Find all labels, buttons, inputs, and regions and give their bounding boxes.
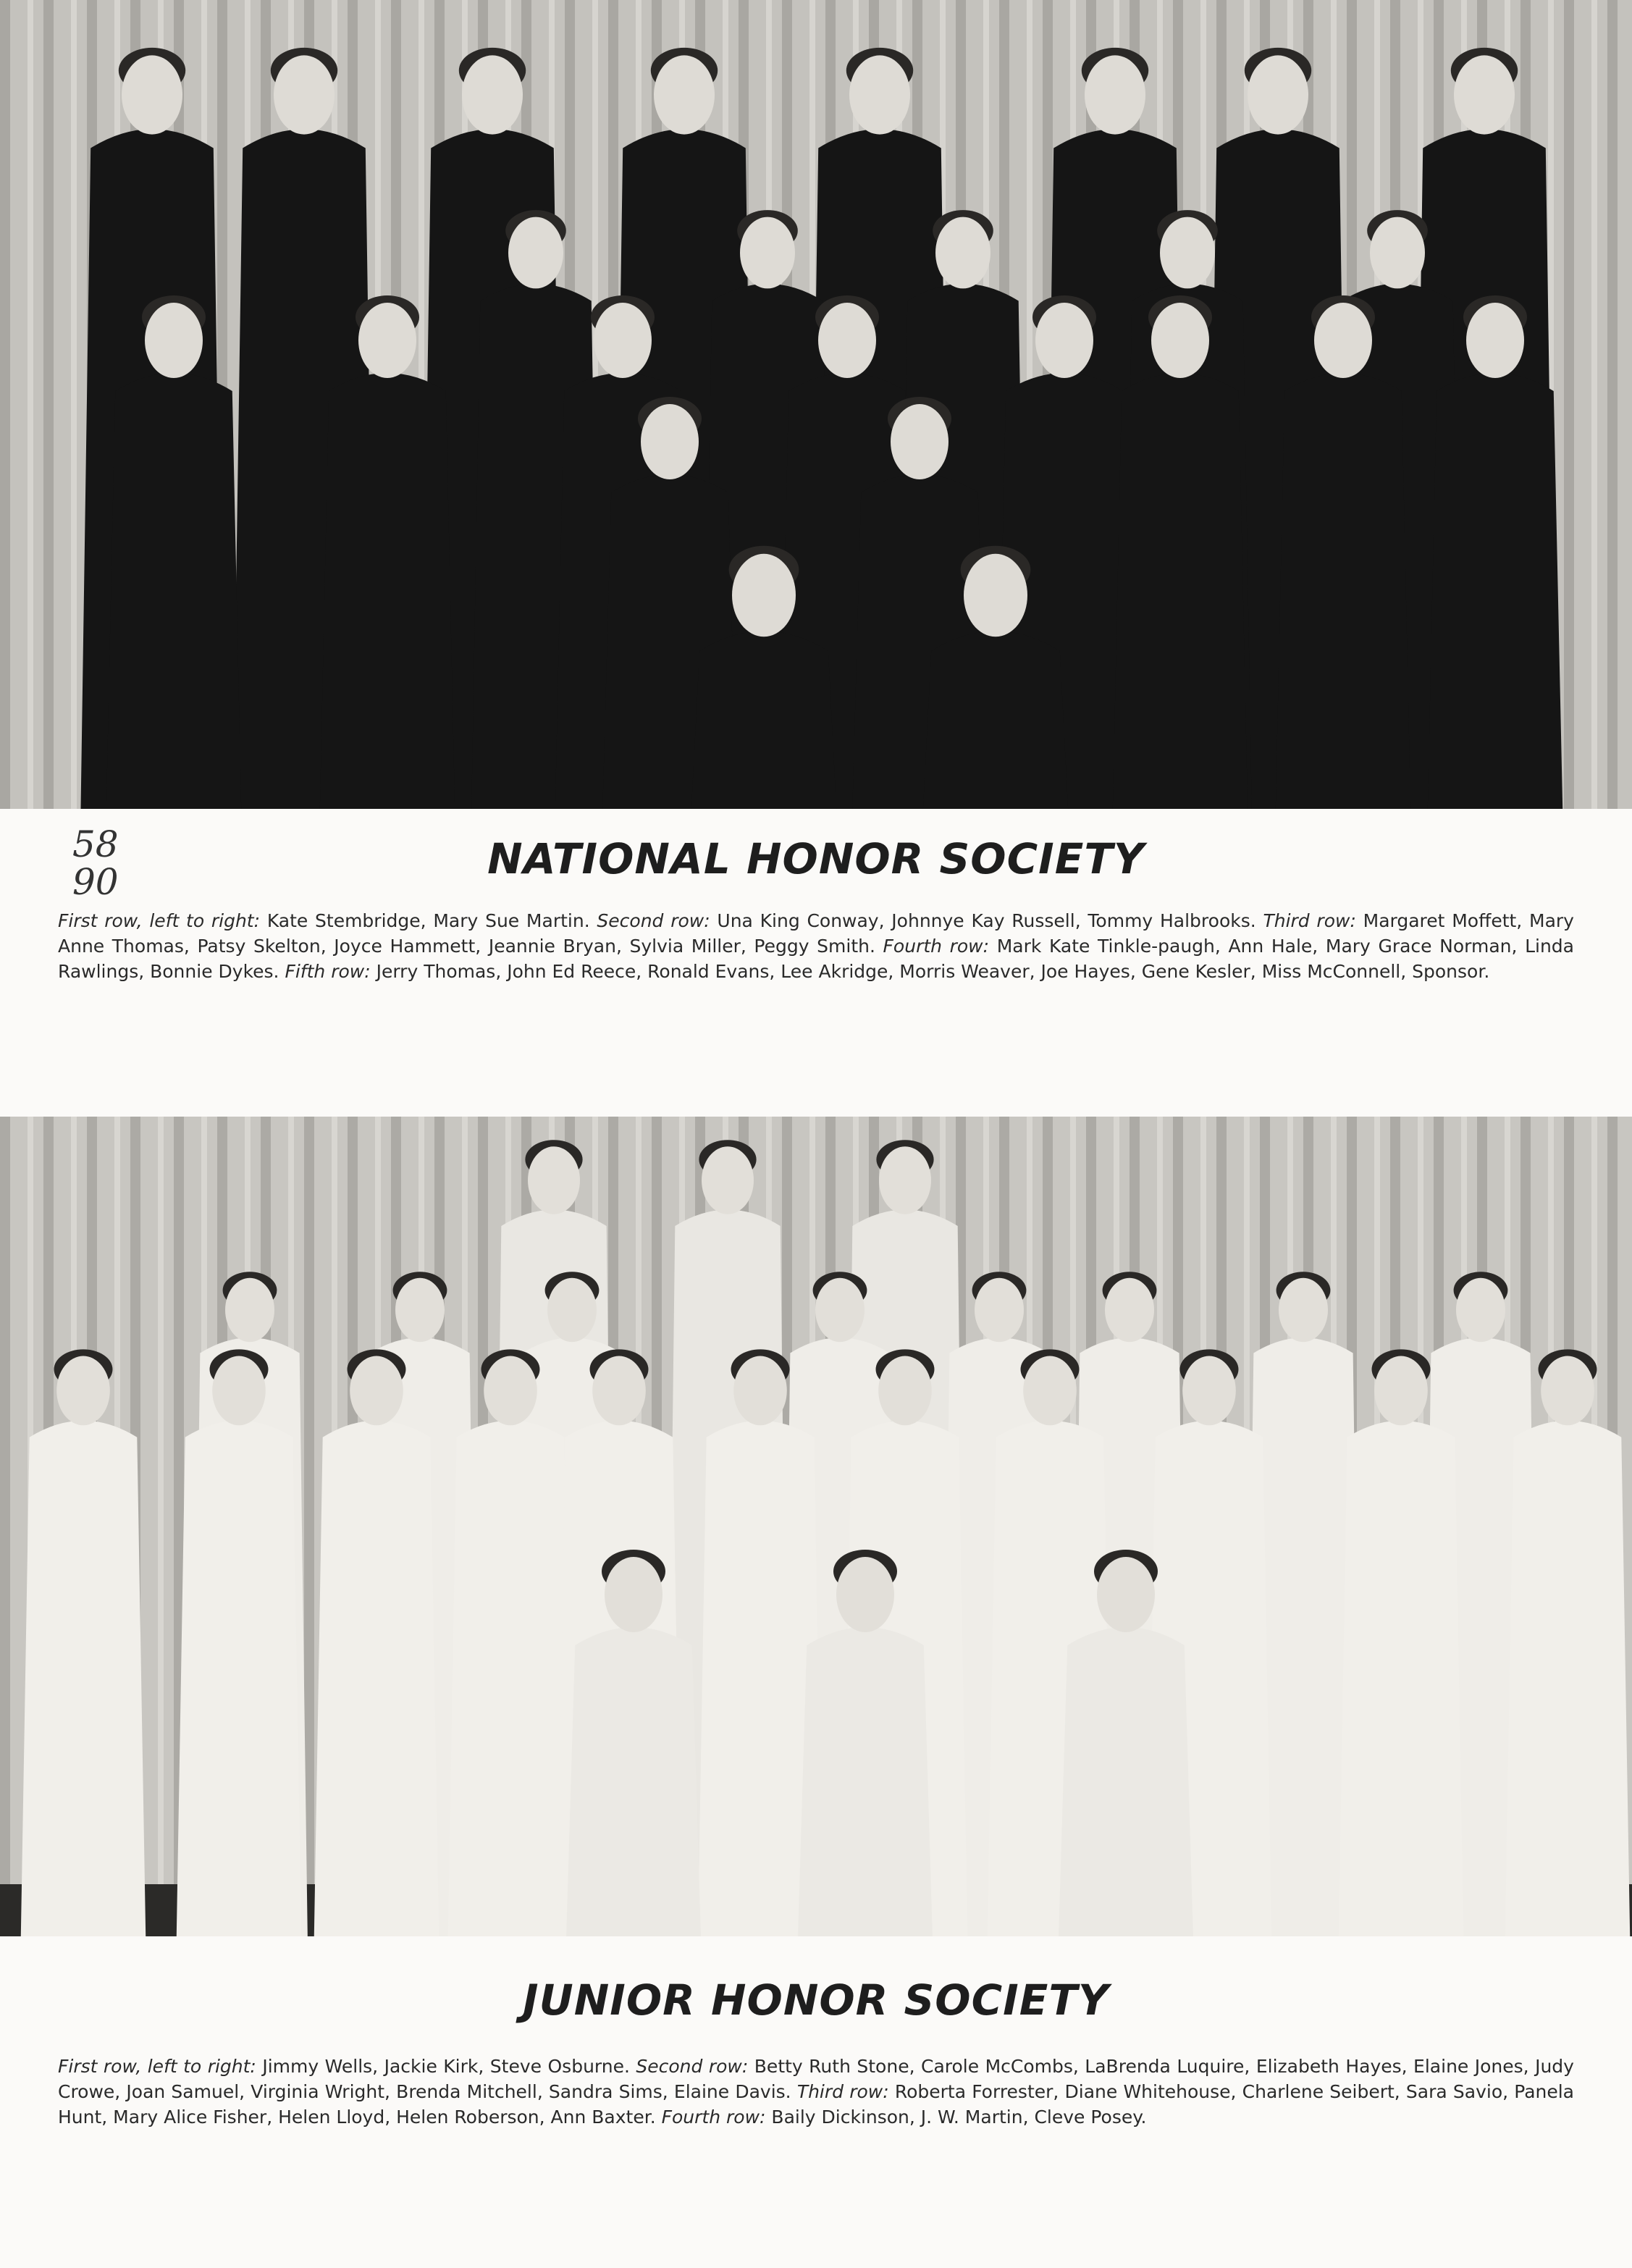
nhs-title: NATIONAL HONOR SOCIETY [487, 834, 1145, 883]
nhs-row-3-label: Third row: [1263, 910, 1356, 931]
jhs-member-figure-22 [1505, 1349, 1631, 1936]
nhs-row-2-names: Una King Conway, Johnnye Kay Russell, Tommy Halbrooks. [717, 910, 1256, 931]
nhs-row-3-names: Margaret Moffett, Mary Anne Thomas, Patsy Skelton, Joyce Hammett, Jeannie Bryan, Sylvia Miller, Peggy Smith. [58, 910, 1574, 957]
jhs-photo-figures [0, 1117, 1632, 1936]
jhs-title: JUNIOR HONOR SOCIETY [523, 1975, 1109, 2025]
nhs-row-2-label: Second row: [597, 910, 710, 931]
nhs-row-5-label: Fifth row: [285, 961, 371, 982]
jhs-caption [58, 2054, 1574, 2130]
nhs-row-5-names: Jerry Thomas, John Ed Reece, Ronald Evans, Lee Akridge, Morris Weaver, Joe Hayes, Gene Kesler, Miss McConnell, Sponsor. [376, 961, 1490, 982]
jhs-row-4-names: Baily Dickinson, J. W. Martin, Cleve Posey. [771, 2107, 1147, 2128]
nhs-row-4-names: Mark Kate Tinkle-paugh, Ann Hale, Mary Grace Norman, Linda Rawlings, Bonnie Dykes. [58, 936, 1574, 982]
nhs-group-photo [0, 0, 1632, 809]
jhs-row-1-names: Jimmy Wells, Jackie Kirk, Steve Osburne. [262, 2056, 630, 2077]
jhs-row-4-label: Fourth row: [661, 2107, 766, 2128]
jhs-member-figure-21 [1338, 1349, 1465, 1936]
jhs-row-3-names: Roberta Forrester, Diane Whitehouse, Charlene Seibert, Sara Savio, Panela Hunt, Mary Alice Fisher, Helen Lloyd, Helen Roberson, Ann Baxter. [58, 2081, 1575, 2128]
jhs-row-3-label: Third row: [796, 2081, 889, 2102]
jhs-row-2-label: Second row: [636, 2056, 749, 2077]
jhs-member-figure-13 [176, 1349, 303, 1936]
jhs-member-figure-15 [447, 1349, 574, 1936]
jhs-group-photo [0, 1117, 1632, 1936]
nhs-caption [58, 908, 1574, 984]
jhs-member-figure-12 [20, 1349, 147, 1936]
jhs-member-figure-14 [314, 1349, 440, 1936]
nhs-row-1-names: Kate Stembridge, Mary Sue Martin. [266, 910, 590, 931]
nhs-photo-figures [0, 0, 1632, 809]
nhs-row-4-label: Fourth row: [883, 936, 990, 957]
jhs-row-2-names: Betty Ruth Stone, Carole McCombs, LaBrenda Luquire, Elizabeth Hayes, Elaine Jones, Judy Crowe, Joan Samuel, Virginia Wright, Brenda Mitchell, Sandra Sims, Elaine Davis. [58, 2056, 1574, 2102]
jhs-row-1-label: First row, left to right: [58, 2056, 256, 2077]
handwritten-note-line-2: 90 [72, 861, 119, 903]
handwritten-note-line-1: 58 [72, 823, 119, 865]
nhs-row-1-label: First row, left to right: [58, 910, 261, 931]
